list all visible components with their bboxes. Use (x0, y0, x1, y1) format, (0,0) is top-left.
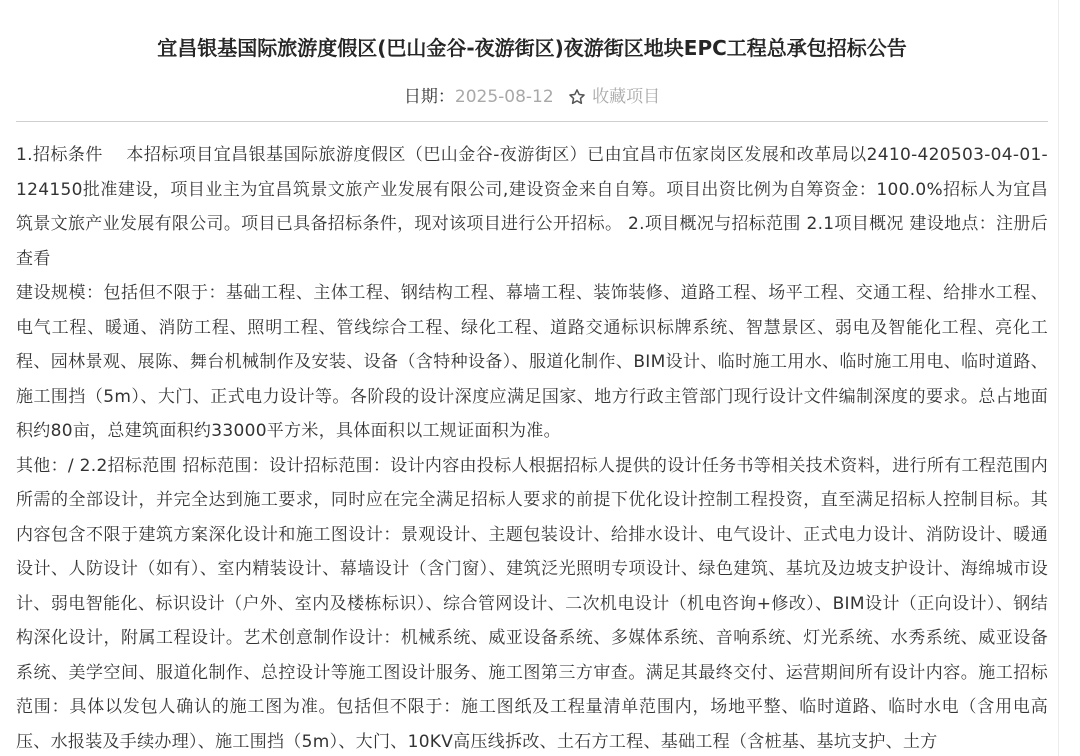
article (16, 0, 1048, 756)
date-value: 2025-08-12 (454, 87, 554, 107)
paragraph-bidding-scope: 其他：/ 2.2招标范围 招标范围：设计招标范围：设计内容由投标人根据招标人提供的设计任务书等相关技术资料，进行所有工程范围内所需的全部设计，并完全达到施工要求，同时应在完全满足招标人要求的前提下优化设计控制工程投资，直至满足招标人控制目标。其内容包含不限于建筑方案深化设计和施工图设计：景观设计、主题包装设计、给排水设计、电气设计、正式电力设计、消防设计、暖通设计、人防设计（如有）、室内精装设计、幕墙设计（含门窗）、建筑泛光照明专项设计、绿色建筑、基坑及边坡支护设计、海绵城市设计、弱电智能化、标识设计（户外、室内及楼栋标识）、综合管网设计、二次机电设计（机电咨询+修改）、BIM设计（正向设计）、钢结构深化设计，附属工程设计。艺术创意制作设计：机械系统、威亚设备系统、多媒体系统、音响系统、灯光系统、水秀系统、威亚设备系统、美学空间、服道化制作、总控设计等施工图设计服务、施工图第三方审查。满足其最终交付、运营期间所有设计内容。施工招标范围：具体以发包人确认的施工图为准。包括但不限于：施工图纸及工程量清单范围内，场地平整、临时道路、临时水电（含用电高压、水报装及手续办理）、施工围挡（5m）、大门、10KV高压线拆改、土石方工程、基础工程（含桩基、基坑支护、土方 (16, 455, 1048, 752)
article-body (16, 138, 1048, 756)
header-divider (16, 121, 1048, 122)
star-outline-icon[interactable] (568, 88, 586, 106)
article-meta (16, 82, 1048, 112)
paragraph-construction-scale: 建设规模：包括但不限于：基础工程、主体工程、钢结构工程、幕墙工程、装饰装修、道路工程、场平工程、交通工程、给排水工程、电气工程、暖通、消防工程、照明工程、管线综合工程、绿化工程、道路交通标识标牌系统、智慧景区、弱电及智能化工程、亮化工程、园林景观、展陈、舞台机械制作及安装、设备（含特种设备）、服道化制作、BIM设计、临时施工用水、临时施工用电、临时道路、施工围挡（5m）、大门、正式电力设计等。各阶段的设计深度应满足国家、地方行政主管部门现行设计文件编制深度的要求。总占地面积约80亩，总建筑面积约33000平方米，具体面积以工规证面积为准。 (16, 283, 1048, 441)
favorite-label[interactable]: 收藏项目 (592, 87, 661, 107)
paragraph-bidding-conditions: 1.招标条件 本招标项目宜昌银基国际旅游度假区（巴山金谷-夜游街区）已由宜昌市伍家岗区发展和改革局以2410-420503-04-01-124150批准建设，项目业主为宜昌筑景文旅产业发展有限公司,建设资金来自自筹。项目出资比例为自筹资金：100.0%招标人为宜昌筑景文旅产业发展有限公司。项目已具备招标条件，现对该项目进行公开招标。 2.项目概况与招标范围 2.1项目概况 建设地点：注册后查看 (16, 145, 1048, 269)
page-title: 宜昌银基国际旅游度假区(巴山金谷-夜游街区)夜游街区地块EPC工程总承包招标公告 (157, 36, 907, 60)
favorite-button[interactable] (568, 82, 660, 112)
date-label: 日期： (403, 87, 455, 107)
panel-right-border (1058, 0, 1059, 756)
